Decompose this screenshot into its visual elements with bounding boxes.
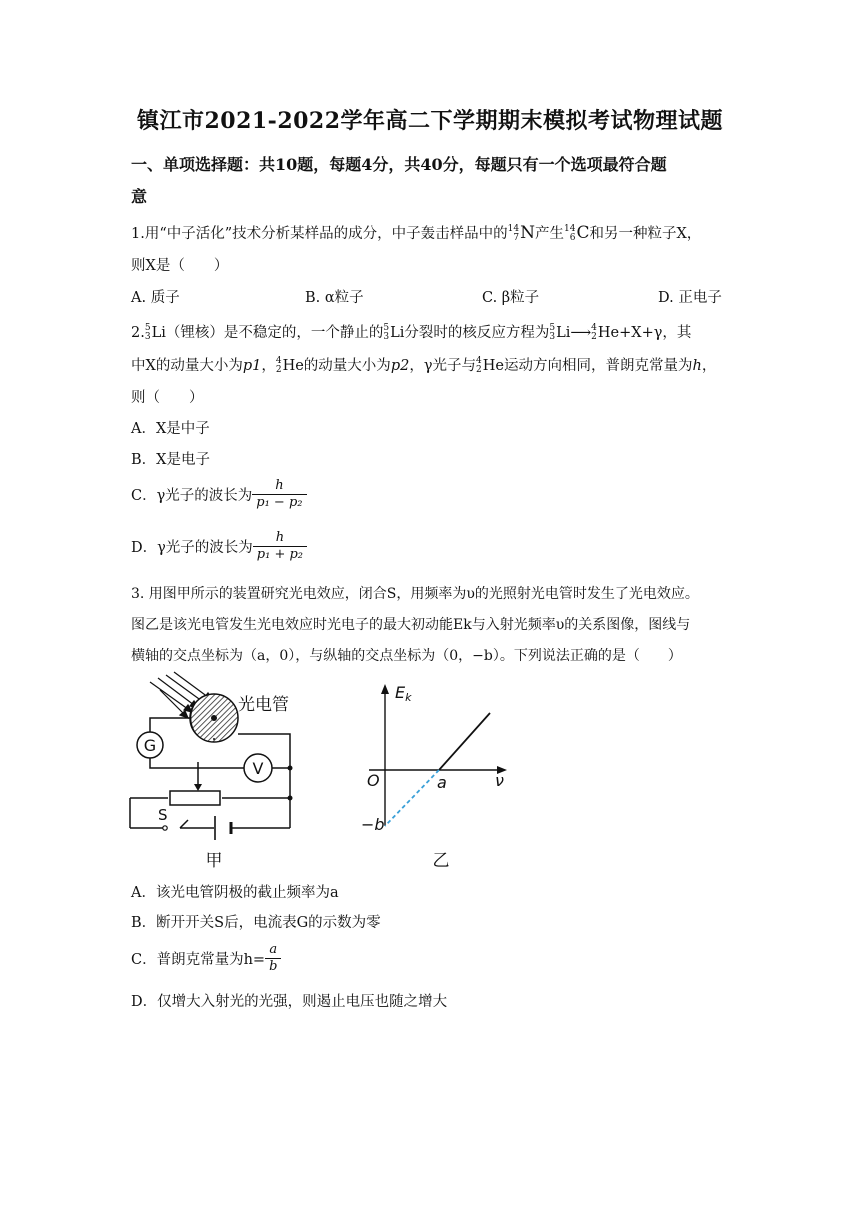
y-axis-label — [395, 683, 412, 704]
q2-l2-f: ， — [701, 358, 717, 374]
q1-option-a: A. 质子 — [131, 290, 180, 306]
switch-label: S — [158, 806, 168, 824]
q2-l2-e: He运动方向相同，普朗克常量为 — [482, 358, 693, 374]
x-axis-label: ν — [495, 771, 504, 790]
q2-l2-c: He的动量大小为 — [282, 358, 391, 374]
q2-he-mass-3: 4 — [476, 356, 482, 366]
figure-yi-caption: 乙 — [432, 851, 450, 871]
q2-li-numbers-3 — [549, 324, 555, 342]
y-axis-arrow-icon — [381, 684, 389, 694]
q1-option-c: C. β粒子 — [482, 290, 540, 306]
page-title: 镇江市2021-2022学年高二下学期期末模拟考试物理试题 — [136, 108, 724, 134]
q3-line1: 3. 用图甲所示的装置研究光电效应，闭合S，用频率为υ的光照射光电管时发生了光电效应。 — [131, 586, 699, 602]
q2-option-c-text: C．γ光子的波长为 — [131, 488, 253, 504]
q2-l2-d: ，γ光子与 — [409, 358, 476, 374]
rheostat-icon — [170, 791, 220, 805]
q1-c-symbol: C — [576, 223, 590, 243]
q1-option-d: D. 正电子 — [658, 290, 722, 306]
q1-text-b: 产生 — [535, 226, 564, 242]
q2-li-mass-3: 5 — [549, 323, 556, 333]
q2-option-a: A．X是中子 — [131, 421, 210, 437]
q2-li-mass: 5 — [144, 323, 151, 333]
q2-d-frac-den: p₁ + p₂ — [253, 546, 307, 563]
q1-n-isotope-numbers — [508, 225, 519, 243]
q2-he-numbers-2 — [276, 357, 282, 375]
q2-line1 — [131, 321, 691, 342]
q2-he-numbers — [591, 324, 597, 342]
q2-he-num: 2 — [591, 332, 597, 342]
q2-option-d-text: D．γ光子的波长为 — [131, 540, 253, 556]
q2-option-c-fraction — [252, 478, 306, 511]
q2-text-b: Li（锂核）是不稳定的，一个静止的 — [151, 325, 384, 341]
q2-c-frac-den: p₁ − p₂ — [252, 494, 306, 511]
q1-line1 — [131, 222, 701, 243]
q2-l2-b: ， — [261, 358, 276, 374]
q2-li-num: 3 — [144, 332, 151, 342]
slider-arrow-icon — [194, 784, 202, 791]
ek-line — [439, 713, 490, 770]
q2-he-mass-2: 4 — [275, 356, 282, 366]
q2-h: h — [692, 358, 702, 374]
q3-line2: 图乙是该光电管发生光电效应时光电子的最大初动能Ek与入射光频率υ的关系图像，图线与 — [131, 617, 691, 633]
section-heading-cont: 意 — [131, 187, 148, 206]
q2-l2-a: 中X的动量大小为 — [131, 358, 243, 374]
battery-icon — [215, 816, 231, 840]
q2-he-num-3: 2 — [476, 365, 482, 375]
q1-line2: 则X是（ ） — [131, 258, 229, 274]
q3-line3: 横轴的交点坐标为（a，0），与纵轴的交点坐标为（0，−b）。下列说法正确的是（ ） — [131, 648, 682, 664]
q1-n-mass: 14 — [507, 224, 520, 234]
q2-p2: p2 — [390, 358, 410, 374]
galvanometer-label: G — [143, 736, 157, 755]
q2-li-num-3: 3 — [549, 332, 556, 342]
q1-n-num: 7 — [513, 233, 520, 243]
section-heading: 一、单项选择题：共10题，每题4分，共40分，每题只有一个选项最符合题 — [131, 155, 667, 174]
q2-line2 — [131, 354, 716, 375]
q2-text-e: He+X+γ，其 — [597, 325, 692, 341]
figure-jia-caption: 甲 — [205, 851, 223, 870]
q1-c-isotope-numbers — [564, 225, 575, 243]
q2-line3: 则（ ） — [131, 390, 204, 406]
q3-option-c-fraction — [265, 942, 281, 975]
ek-extension-dashed — [385, 770, 439, 826]
q2-text-d: Li⟶ — [556, 325, 592, 341]
q2-num: 2. — [131, 325, 145, 341]
q1-option-b: B. α粒子 — [305, 290, 364, 306]
q2-c-frac-num: h — [275, 478, 284, 493]
q2-option-b: B．X是电子 — [131, 452, 210, 468]
q3-c-frac-num: a — [269, 942, 278, 957]
voltmeter-label: V — [252, 759, 264, 778]
y-axis-label-sub: k — [405, 691, 412, 704]
q2-li-numbers — [145, 324, 151, 342]
q1-c-num: 6 — [569, 233, 576, 243]
q3-option-c-text: C．普朗克常量为h= — [131, 952, 266, 968]
q1-n-symbol: N — [520, 223, 535, 243]
y-axis-label-main: E — [395, 683, 406, 702]
q1-text-c: 和另一种粒子X， — [589, 226, 702, 242]
q3-option-d: D．仅增大入射光的光强，则遏止电压也随之增大 — [131, 994, 448, 1010]
origin-label: O — [367, 771, 380, 790]
q3-option-b: B．断开开关S后，电流表G的示数为零 — [131, 915, 381, 931]
q2-option-d — [131, 530, 307, 563]
circuit-diagram — [120, 670, 320, 870]
q2-d-frac-num: h — [275, 530, 285, 545]
q2-he-numbers-3 — [476, 357, 482, 375]
q3-option-c — [131, 942, 281, 975]
tube-label: 光电管 — [238, 695, 289, 715]
q1-c-mass: 14 — [564, 224, 576, 234]
q2-he-mass: 4 — [591, 323, 597, 333]
q2-li-mass-2: 5 — [383, 323, 390, 333]
q2-he-num-2: 2 — [275, 365, 282, 375]
q2-li-numbers-2 — [383, 324, 389, 342]
b-intercept-label: −b — [361, 815, 385, 834]
q3-c-frac-den: b — [265, 958, 281, 975]
q2-option-c — [131, 478, 307, 511]
photo-tube — [190, 694, 238, 742]
q2-text-c: Li分裂时的核反应方程为 — [390, 325, 550, 341]
q1-text-a: 1.用“中子活化”技术分析某样品的成分，中子轰击样品中的 — [131, 226, 508, 242]
a-intercept-label: a — [437, 773, 447, 792]
q2-li-num-2: 3 — [383, 332, 390, 342]
q2-option-d-fraction — [253, 530, 307, 563]
switch-icon — [163, 826, 167, 830]
ek-frequency-graph — [355, 676, 525, 872]
q2-p1: p1 — [242, 358, 262, 374]
q3-option-a: A．该光电管阴极的截止频率为a — [131, 885, 339, 901]
